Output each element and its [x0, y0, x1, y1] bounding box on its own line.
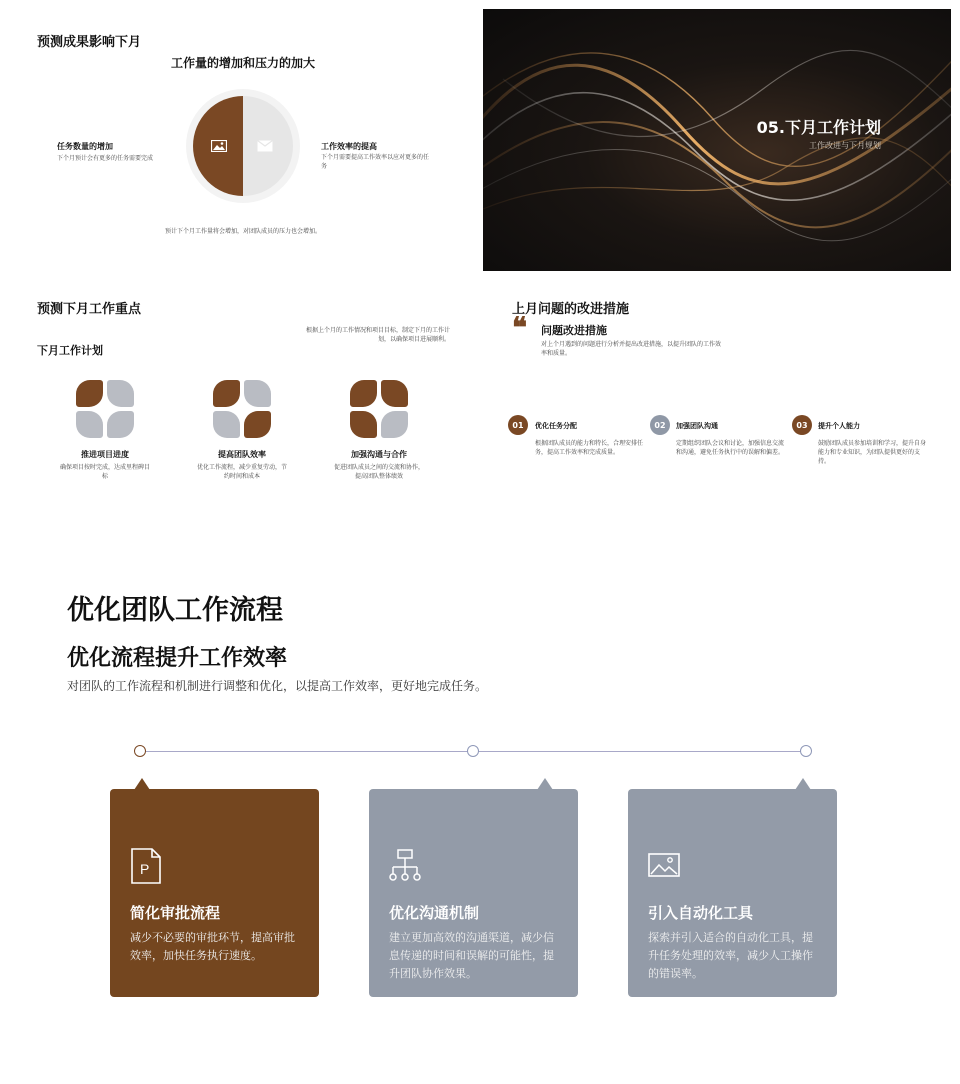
timeline-dot: [467, 745, 479, 757]
step-heading: 提升个人能力: [818, 422, 860, 430]
step-desc: 鼓励团队成员参加培训和学习，提升自身能力和专业知识，为团队提供更好的支持。: [818, 440, 927, 465]
right-desc: 下个月需要提高工作效率以应对更多的任务: [321, 154, 430, 170]
card-desc: 减少不必要的审批环节，提高审批效率，加快任务执行速度。: [130, 931, 295, 962]
process-card: [628, 789, 837, 997]
step-number-badge: 02: [650, 415, 670, 435]
mail-icon: [257, 140, 273, 152]
item-heading: 提高团队效率: [218, 450, 266, 459]
item-desc: 优化工作流程，减少重复劳动，节约时间和成本: [197, 464, 288, 480]
process-card: [110, 789, 319, 997]
document-p-icon: [130, 847, 162, 885]
item-desc: 确保项目按时完成，达成里程碑目标: [60, 464, 151, 480]
left-heading: 任务数量的增加: [57, 142, 113, 151]
slide-subtitle: 优化流程提升工作效率: [67, 646, 288, 671]
slide-subtitle: 下月工作计划: [37, 344, 103, 357]
slide-title: 预测成果影响下月: [37, 35, 142, 50]
card-heading: 引入自动化工具: [648, 904, 754, 922]
quote-heading: 问题改进措施: [541, 324, 607, 337]
right-heading: 工作效率的提高: [321, 142, 377, 151]
org-chart-icon: [389, 847, 421, 885]
slide-desc: 对团队的工作流程和机制进行调整和优化，以提高工作效率，更好地完成任务。: [67, 679, 488, 693]
card-desc: 建立更加高效的沟通渠道，减少信息传递的时间和误解的可能性，提升团队协作效果。: [389, 931, 554, 980]
svg-text:P: P: [140, 861, 150, 877]
slide-title: 预测下月工作重点: [37, 302, 142, 317]
step-number-badge: 03: [792, 415, 812, 435]
left-desc: 下个月预计会有更多的任务需要完成: [57, 155, 154, 162]
item-desc: 促进团队成员之间的交流和协作，提高团队整体绩效: [334, 464, 425, 480]
slide-note: 预计下个月工作量将会增加，对团队成员的压力也会增加。: [164, 228, 321, 235]
card-heading: 简化审批流程: [130, 904, 221, 922]
card-heading: 优化沟通机制: [389, 904, 480, 922]
slide-desc: 根据上个月的工作情况和项目目标，制定下月的工作计划，以确保项目进展顺利。: [305, 327, 450, 343]
four-petal-icon: [76, 380, 134, 438]
item-heading: 加强沟通与合作: [351, 450, 407, 459]
quote-desc: 对上个月遇到的问题进行分析并提出改进措施，以提升团队的工作效率和质量。: [541, 341, 722, 357]
four-petal-icon: [350, 380, 408, 438]
step-desc: 定期组织团队会议和讨论，加强信息交流和沟通，避免任务执行中的误解和偏差。: [676, 440, 785, 456]
section-title: 05.下月工作计划: [756, 118, 881, 137]
step-number-badge: 01: [508, 415, 528, 435]
slide-title: 优化团队工作流程: [67, 595, 283, 626]
slide-title: 上月问题的改进措施: [512, 302, 630, 317]
quote-icon: ❝: [512, 311, 528, 344]
image-icon: [211, 140, 227, 152]
pie-chart: [193, 96, 293, 196]
step-heading: 优化任务分配: [535, 422, 577, 430]
slide-subtitle: 工作量的增加和压力的加大: [170, 56, 315, 70]
timeline-dot: [134, 745, 146, 757]
image-icon: [648, 847, 680, 885]
step-desc: 根据团队成员的能力和特长，合理安排任务，提高工作效率和完成质量。: [535, 440, 644, 456]
item-heading: 推进项目进度: [81, 450, 129, 459]
slide-section-cover: [483, 9, 951, 271]
card-desc: 探索并引入适合的自动化工具，提升任务处理的效率，减少人工操作的错误率。: [648, 931, 813, 980]
step-heading: 加强团队沟通: [676, 422, 718, 430]
four-petal-icon: [213, 380, 271, 438]
process-card: [369, 789, 578, 997]
section-subtitle: 工作改进与下月规划: [809, 141, 881, 150]
timeline-dot: [800, 745, 812, 757]
